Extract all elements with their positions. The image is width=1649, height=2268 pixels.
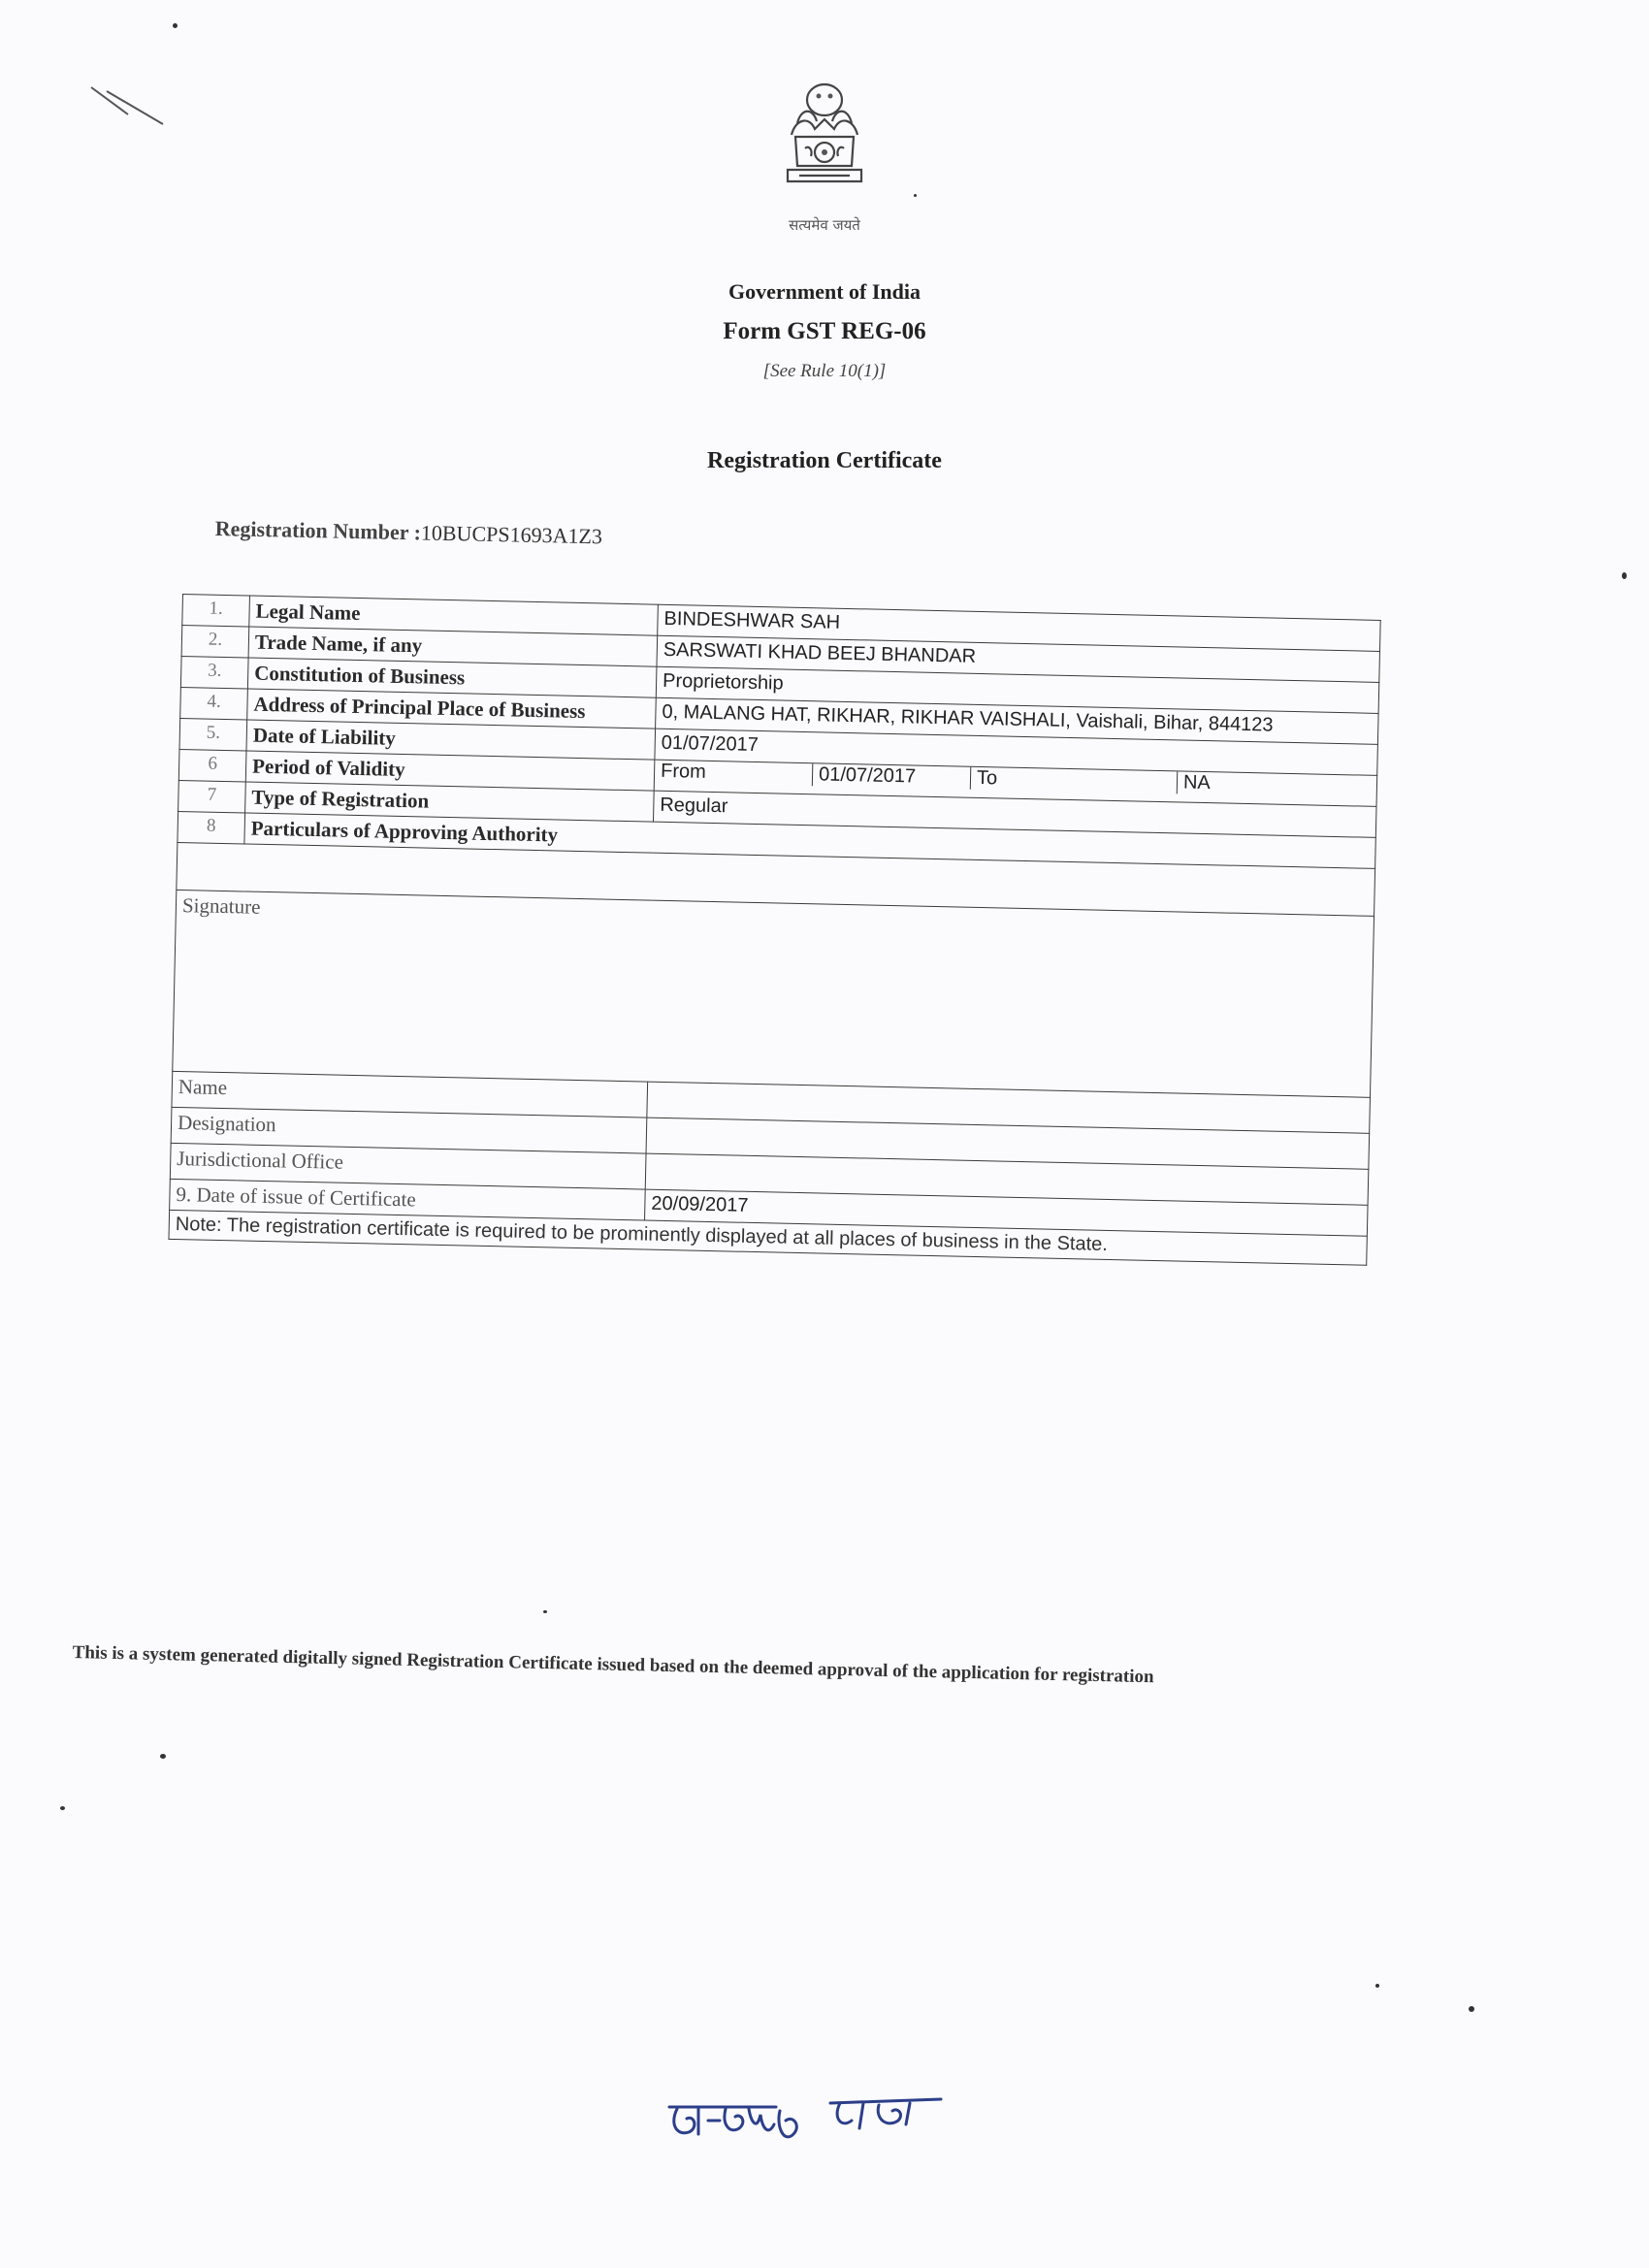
table-row <box>173 890 1374 1097</box>
registration-type-label: Type of Registration <box>245 782 655 822</box>
display-note: Note: The registration certificate is required to be prominently displayed at all places of business in the State. <box>169 1210 1367 1265</box>
row-number: 5. <box>179 718 247 750</box>
registration-number-label: Registration Number : <box>214 516 422 545</box>
from-date: 01/07/2017 <box>813 763 971 790</box>
legal-name-label: Legal Name <box>249 596 659 635</box>
signature-label: Signature <box>181 893 261 919</box>
approving-authority-label: Particulars of Approving Authority <box>244 813 1375 868</box>
designation-label: Designation <box>171 1107 647 1153</box>
trade-name-value: SARSWATI KHAD BEEJ BHANDAR <box>657 635 1380 682</box>
speck <box>914 194 917 197</box>
signature-box <box>173 890 1374 1097</box>
government-heading: Government of India <box>728 279 921 304</box>
constitution-value: Proprietorship <box>656 666 1379 713</box>
jurisdictional-office-label: Jurisdictional Office <box>170 1143 646 1189</box>
row-number: 1. <box>182 595 250 627</box>
liability-date-value: 01/07/2017 <box>655 729 1378 775</box>
row-number: 4. <box>180 687 248 719</box>
to-label: To <box>971 767 1178 794</box>
to-date: NA <box>1182 771 1212 794</box>
system-generated-note: This is a system generated digitally signed Registration Certificate issued based on the deemed approval of the application for registration <box>72 1641 1154 1688</box>
rule-reference: [See Rule 10(1)] <box>762 361 887 381</box>
certificate-title: Registration Certificate <box>707 448 942 473</box>
form-heading: Form GST REG-06 <box>723 318 926 344</box>
from-label: From <box>655 761 813 787</box>
row-number: 7 <box>178 780 246 812</box>
name-label: Name <box>172 1071 648 1118</box>
certificate-table <box>168 594 1380 1266</box>
registration-type-value: Regular <box>653 791 1376 837</box>
row-number: 6 <box>178 749 246 781</box>
constitution-label: Constitution of Business <box>247 658 657 697</box>
speck <box>543 1610 547 1613</box>
legal-name-value: BINDESHWAR SAH <box>658 604 1381 651</box>
address-value: 0, MALANG HAT, RIKHAR, RIKHAR VAISHALI, Vaishali, Bihar, 844123 <box>656 697 1379 744</box>
address-label: Address of Principal Place of Business <box>247 689 657 729</box>
registration-number <box>214 516 602 549</box>
state-emblem-icon <box>766 73 883 218</box>
liability-date-label: Date of Liability <box>246 720 656 760</box>
validity-label: Period of Validity <box>245 751 655 791</box>
speck <box>160 1754 166 1759</box>
scratch-mark <box>89 85 167 128</box>
speck <box>1622 572 1627 579</box>
speck <box>1375 1984 1379 1988</box>
registration-number-value: 10BUCPS1693A1Z3 <box>420 520 603 549</box>
speck <box>60 1806 65 1810</box>
speck <box>173 23 178 28</box>
handwritten-signature <box>660 2086 970 2163</box>
row-number: 3. <box>180 656 248 688</box>
speck <box>1469 2006 1474 2012</box>
row-number: 2. <box>181 626 249 658</box>
trade-name-label: Trade Name, if any <box>248 627 658 666</box>
emblem-motto: सत्यमेव जयते <box>789 216 860 234</box>
issue-date-label: 9. Date of issue of Certificate <box>170 1179 646 1220</box>
row-number: 8 <box>178 811 245 843</box>
issue-date-value: 20/09/2017 <box>645 1189 1369 1236</box>
